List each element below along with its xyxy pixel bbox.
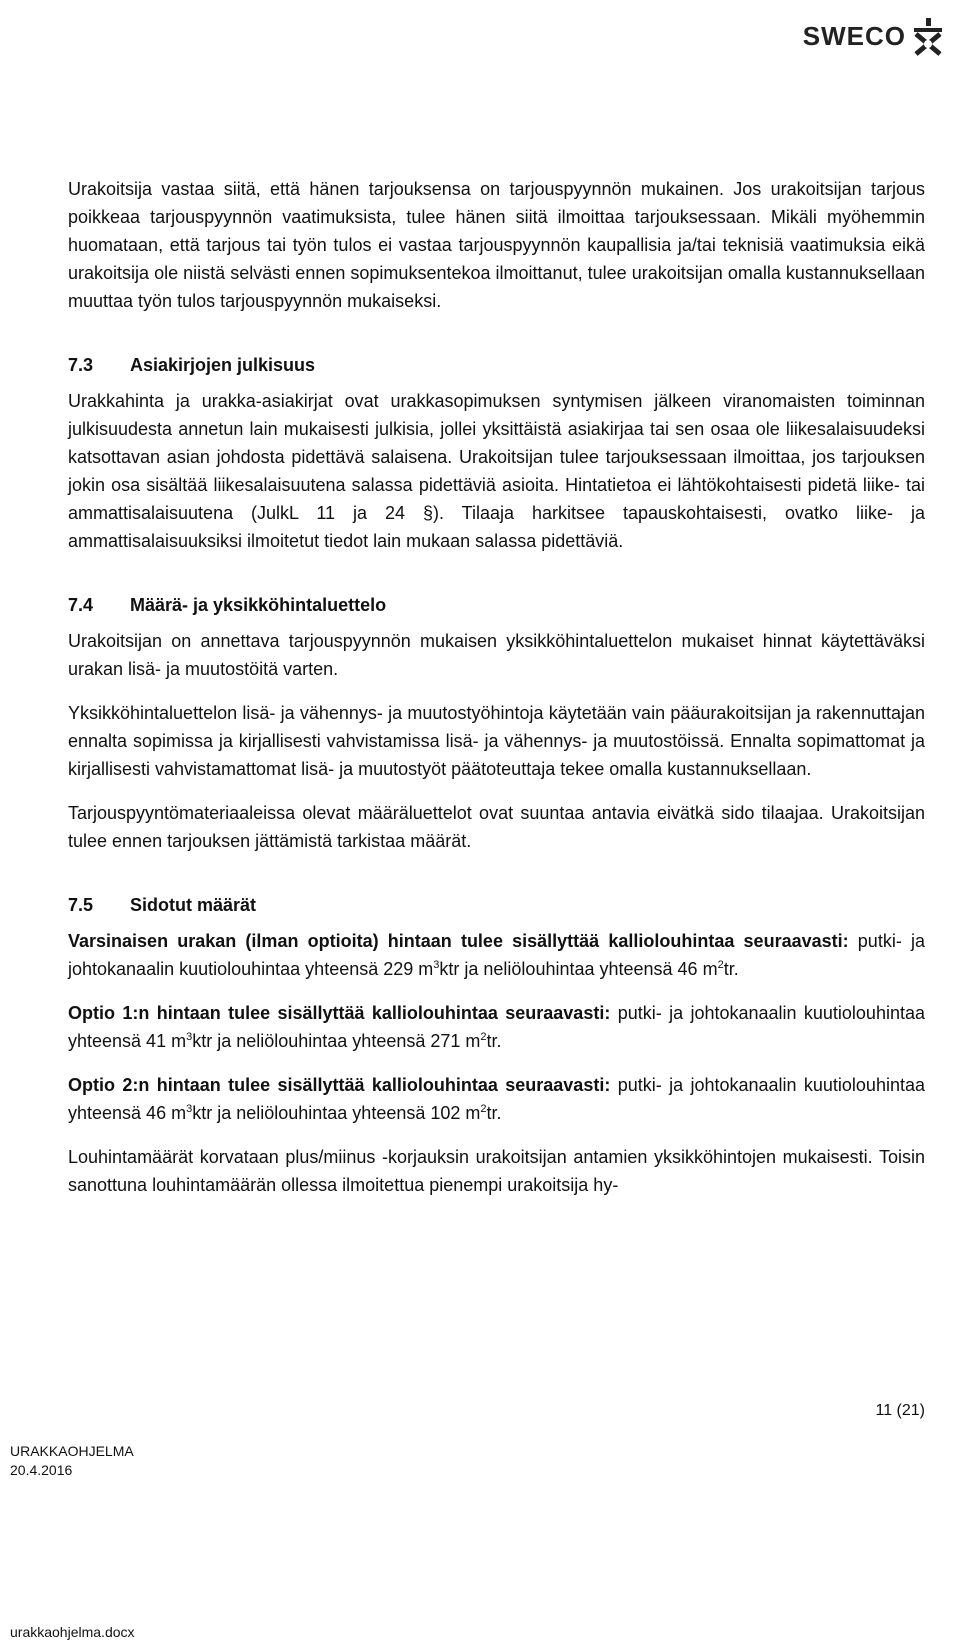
text-run: tr. [486, 1103, 502, 1123]
superscript: 2 [480, 1031, 487, 1043]
text-run: tr. [486, 1031, 502, 1051]
text-run: tr. [723, 959, 739, 979]
section-7-4-heading [68, 591, 925, 619]
section-7-3-heading [68, 351, 925, 379]
superscript: 2 [717, 959, 724, 971]
file-name: urakkaohjelma.docx [10, 1624, 135, 1640]
bold-lead: Optio 2:n hintaan tulee sisällyttää kalliolouhintaa seuraavasti: [68, 1075, 611, 1095]
superscript: 3 [186, 1031, 193, 1043]
section-title: Asiakirjojen julkisuus [130, 355, 316, 375]
company-logo [803, 14, 946, 58]
text-run: putki- ja johtokanaalin kuutiolouhintaa yhteensä 41 m [68, 1003, 925, 1051]
page-number: 11 (21) [875, 1402, 925, 1419]
text-run: ktr ja neliölouhintaa yhteensä 271 m [192, 1031, 481, 1051]
section-title: Määrä- ja yksikköhintaluettelo [130, 595, 387, 615]
text-run: ktr ja neliölouhintaa yhteensä 102 m [192, 1103, 481, 1123]
section-7-4-paragraph-2: Yksikköhintaluettelon lisä- ja vähennys- ja muutostyöhintoja käytetään vain pääurakoitsijan ja rakennuttajan ennalta sopimissa ja kirjallisesti vahvistamissa lisä- ja vähennys- ja muutostöissä. Ennalta sopimattomat ja kirjallisesti vahvistamattomat lisä- ja muutostyöt päätoteuttaja tekee omalla kustannuksellaan. [68, 703, 925, 779]
logo-text: SWECO [802, 20, 906, 51]
section-number: 7.4 [68, 595, 94, 615]
bold-lead: Varsinaisen urakan (ilman optioita) hintaan tulee sisällyttää kalliolouhintaa seuraavasti: [68, 931, 849, 951]
section-7-5-paragraph-4: Louhintamäärät korvataan plus/miinus -korjauksin urakoitsijan antamien yksikköhintojen mukaisesti. Toisin sanottuna louhintamäärän ollessa ilmoitettua pienempi urakoitsija hy- [68, 1147, 925, 1195]
section-7-5-paragraph-1 [68, 927, 925, 983]
sweco-mark-icon [910, 16, 946, 56]
section-7-4-paragraph-3: Tarjouspyyntömateriaaleissa olevat määräluettelot ovat suuntaa antavia eivätkä sido tilaajaa. Urakoitsijan tulee ennen tarjouksen jättämistä tarkistaa määrät. [68, 803, 925, 851]
section-7-3-paragraph: Urakkahinta ja urakka-asiakirjat ovat urakkasopimuksen syntymisen jälkeen viranomaisten toiminnan julkisuudesta annetun lain mukaisesti julkisia, jollei yksittäistä asiakirjaa tai sen osaa ole liikesalaisuudeksi katsottavan asian johdosta pidettävä salaisena. Urakoitsijan tulee tarjouksessaan ilmoittaa, jos tarjouksen jokin osa sisältää liikesalaisuutena salassa pidettäviä asioita. Hintatietoa ei lähtökohtaisesti pidetä liike- tai ammattisalaisuutena (JulkL 11 ja 24 §). Tilaaja harkitsee tapauskohtaisesti, ovatko liike- ja ammattisalaisuuksiksi ilmoitetut tiedot lain mukaan salassa pidettäviä. [68, 391, 925, 551]
document-date: 20.4.2016 [10, 1462, 73, 1478]
document-body [68, 175, 925, 1199]
text-run: putki- ja johtokanaalin kuutiolouhintaa yhteensä 229 m [68, 931, 925, 979]
section-7-5-paragraph-2 [68, 999, 925, 1055]
section-7-5-paragraph-3 [68, 1071, 925, 1127]
superscript: 3 [186, 1103, 193, 1115]
section-number: 7.3 [68, 355, 94, 375]
document-title: URAKKAOHJELMA [10, 1443, 134, 1459]
section-7-5-heading [68, 891, 925, 919]
intro-paragraph: Urakoitsija vastaa siitä, että hänen tarjouksensa on tarjouspyynnön mukainen. Jos urakoitsijan tarjous poikkeaa tarjouspyynnön vaatimuksista, tulee hänen siitä ilmoittaa tarjouksessaan. Mikäli myöhemmin huomataan, että tarjous tai työn tulos ei vastaa tarjouspyynnön kaupallisia ja/tai teknisiä vaatimuksia eikä urakoitsija ole niistä selvästi ennen sopimuksentekoa ilmoittanut, tulee urakoitsijan omalla kustannuksellaan muuttaa työn tulos tarjouspyynnön mukaiseksi. [68, 179, 925, 311]
text-run: ktr ja neliölouhintaa yhteensä 46 m [439, 959, 718, 979]
section-number: 7.5 [68, 895, 94, 915]
bold-lead: Optio 1:n hintaan tulee sisällyttää kalliolouhintaa seuraavasti: [68, 1003, 611, 1023]
superscript: 2 [480, 1103, 487, 1115]
section-title: Sidotut määrät [130, 895, 257, 915]
superscript: 3 [433, 959, 440, 971]
section-7-4-paragraph-1: Urakoitsijan on annettava tarjouspyynnön mukaisen yksikköhintaluettelon mukaiset hinnat käytettäväksi urakan lisä- ja muutostöitä varten. [68, 631, 925, 679]
text-run: putki- ja johtokanaalin kuutiolouhintaa yhteensä 46 m [68, 1075, 925, 1123]
